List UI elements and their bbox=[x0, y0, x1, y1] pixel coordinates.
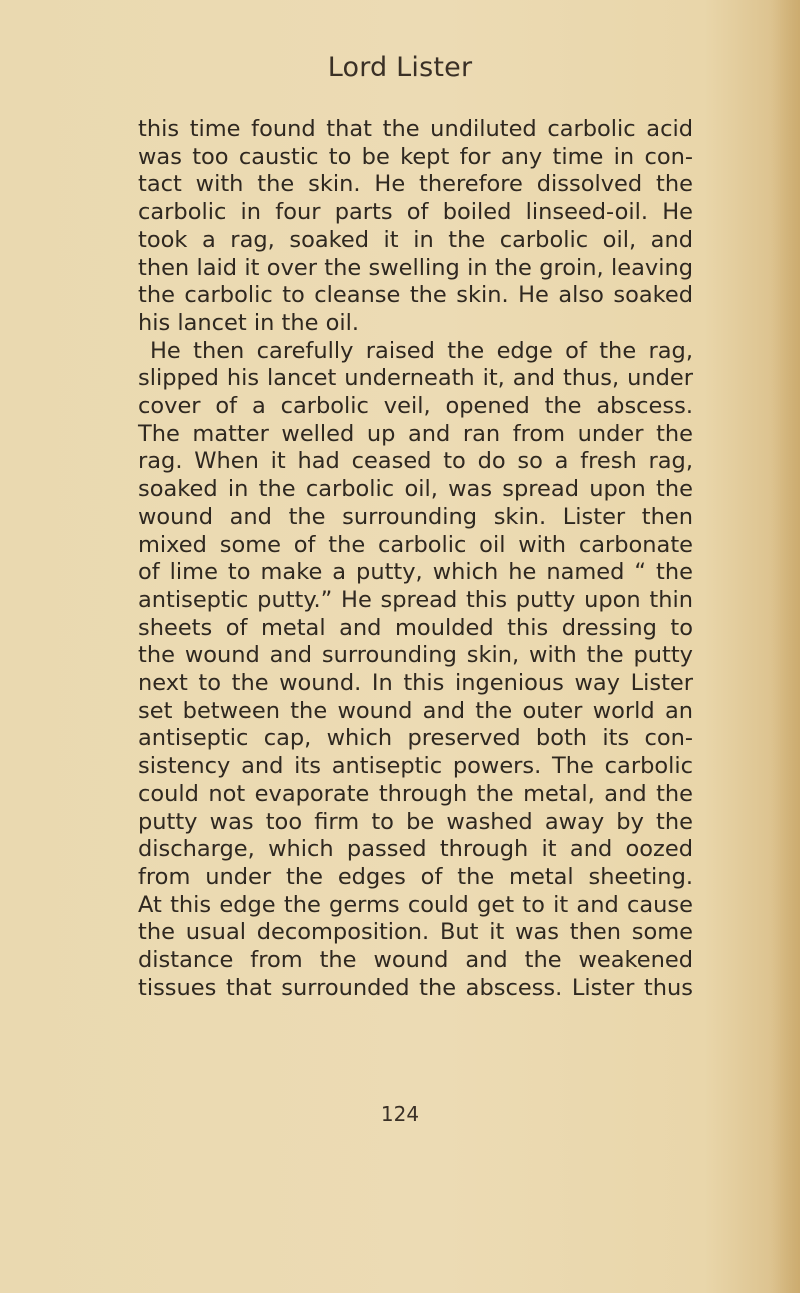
text-line: tact with the skin. He therefore dissolved the bbox=[138, 171, 693, 198]
text-line: the wound and surrounding skin, with the putty bbox=[138, 642, 693, 669]
text-line: took a rag, soaked it in the carbolic oil, and bbox=[138, 226, 693, 253]
text-line: He then carefully raised the edge of the rag, bbox=[150, 337, 693, 364]
running-head: Lord Lister bbox=[327, 52, 473, 83]
text-line: The matter welled up and ran from under the bbox=[138, 420, 693, 447]
text-line: distance from the wound and the weakened bbox=[138, 947, 693, 974]
text-line: putty was too firm to be washed away by the bbox=[138, 808, 693, 835]
text-line: his lancet in the oil. bbox=[138, 309, 360, 336]
text-line: sistency and its antiseptic powers. The carbolic bbox=[138, 753, 693, 780]
text-line: then laid it over the swelling in the groin, leaving bbox=[138, 254, 693, 281]
text-line: discharge, which passed through it and oozed bbox=[138, 836, 693, 863]
text-line: the usual decomposition. But it was then some bbox=[138, 919, 693, 946]
text-line: antiseptic putty.” He spread this putty upon thin bbox=[138, 586, 693, 613]
text-line: cover of a carbolic veil, opened the abscess. bbox=[138, 393, 693, 420]
text-line: carbolic in four parts of boiled linseed-oil. He bbox=[138, 199, 693, 226]
text-line: rag. When it had ceased to do so a fresh rag, bbox=[138, 448, 693, 475]
text-line: sheets of metal and moulded this dressing to bbox=[138, 614, 693, 641]
text-line: this time found that the undiluted carbolic acid bbox=[138, 116, 693, 142]
text-line: soaked in the carbolic oil, was spread upon the bbox=[138, 476, 693, 503]
text-line: wound and the surrounding skin. Lister then bbox=[138, 503, 693, 530]
text-line: from under the edges of the metal sheeting. bbox=[138, 863, 693, 890]
page-number: 124 bbox=[380, 1102, 420, 1126]
text-line: the carbolic to cleanse the skin. He also soaked bbox=[138, 282, 693, 309]
text-line: next to the wound. In this ingenious way Lister bbox=[138, 670, 693, 697]
text-line: tissues that surrounded the abscess. Lister thus bbox=[138, 974, 693, 1001]
text-line: slipped his lancet underneath it, and thus, under bbox=[138, 365, 693, 392]
text-line: At this edge the germs could get to it and cause bbox=[138, 891, 693, 918]
text-line: antiseptic cap, which preserved both its con- bbox=[138, 725, 693, 752]
text-line: mixed some of the carbolic oil with carbonate bbox=[138, 531, 693, 558]
text-line: of lime to make a putty, which he named “ the bbox=[138, 559, 693, 586]
text-line: could not evaporate through the metal, and the bbox=[138, 780, 693, 807]
body-text bbox=[138, 116, 693, 1003]
text-line: set between the wound and the outer world an bbox=[138, 697, 693, 724]
text-line: was too caustic to be kept for any time in con- bbox=[138, 143, 693, 170]
